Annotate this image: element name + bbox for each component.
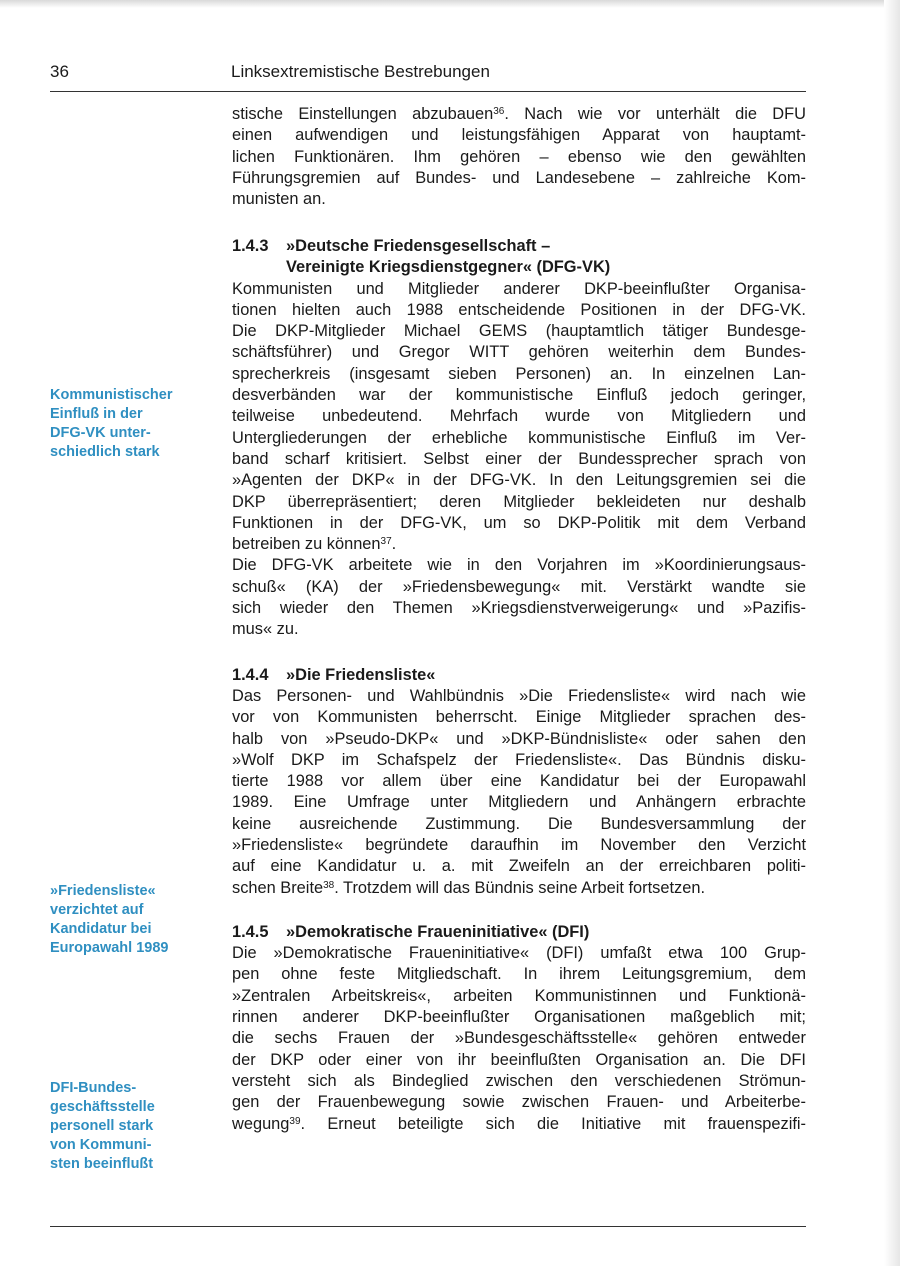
text-line: lichen Funktionären. Ihm gehören – ebenso wie den gewählten: [232, 147, 806, 166]
text-line: der DKP oder einer von ihr beeinflußten Organisation an. Die DFI: [232, 1050, 806, 1069]
text-line: schen Breite$^{38}$. Trotzdem will das Bündnis seine Arbeit fortsetzen.: [232, 878, 706, 897]
text-line: sich wieder den Themen »Kriegsdienstverweigerung« und »Pazifis-: [232, 599, 806, 618]
margin-note-line: Einfluß in der: [50, 406, 143, 422]
section-heading-1-4-5: [232, 922, 806, 943]
text-line: 1989. Eine Umfrage unter Mitgliedern und Anhängern erbrachte: [232, 793, 806, 812]
footer-rule: [50, 1226, 806, 1227]
text-line: »Zentralen Arbeitskreis«, arbeiten Kommunistinnen und Funktionä-: [232, 986, 806, 1005]
text-line: schuß« (KA) der »Friedensbewegung« mit. Verstärkt wandte sie: [232, 577, 806, 596]
text-line: schäftsführer) und Gregor WITT gehören weiterhin dem Bundes-: [232, 343, 806, 362]
text-line: halb von »Pseudo-DKP« und »DKP-Bündnisliste« oder sahen den: [232, 729, 806, 748]
section-title: »Deutsche Friedensgesellschaft –: [286, 236, 551, 255]
text-line: versteht sich als Bindeglied zwischen den verschiedenen Strömun-: [232, 1071, 806, 1090]
margin-note-line: Kandidatur bei: [50, 921, 152, 937]
text-line: »Agenten der DKP« in der DFG-VK. In den Leitungsgremien sei die: [232, 471, 806, 490]
text-line: sprecherkreis (insgesamt sieben Personen) an. In einzelnen Lan-: [232, 364, 806, 383]
text-line: rinnen anderer DKP-beeinflußter Organisationen maßgeblich mit;: [232, 1008, 806, 1027]
text-line: wegung$^{39}$. Erneut beteiligte sich die Initiative mit frauenspezifi-: [232, 1114, 806, 1133]
page-number: 36: [50, 62, 69, 81]
running-title: Linksextremistische Bestrebungen: [231, 62, 490, 81]
section-number: 1.4.3: [232, 236, 269, 255]
text-line: pen ohne feste Mitgliedschaft. In ihrem Leitungsgremium, dem: [232, 965, 806, 984]
margin-note-line: von Kommuni-: [50, 1137, 152, 1153]
section-gap: [232, 641, 806, 665]
margin-note-line: Kommunistischer: [50, 387, 173, 403]
footnote-ref: 38: [323, 879, 335, 891]
section-gap: [232, 210, 806, 232]
margin-note-line: personell stark: [50, 1118, 154, 1134]
text-line: auf eine Kandidatur u. a. mit Zweifeln an der erreichbaren politi-: [232, 857, 806, 876]
margin-note-line: »Friedensliste«: [50, 883, 156, 899]
text-line: Funktionen in der DFG-VK, um so DKP-Politik mit dem Verband: [232, 513, 806, 532]
text-line: Die DKP-Mitglieder Michael GEMS (hauptamtlich tätiger Bundesge-: [232, 322, 806, 341]
text-line: mus« zu.: [232, 620, 299, 639]
text-line: »Wolf DKP im Schafspelz der Friedensliste«. Das Bündnis disku-: [232, 750, 806, 769]
section-heading-1-4-3-cont: [232, 257, 806, 278]
text-line: munisten an.: [232, 190, 326, 209]
text-line: Untergliederungen der erhebliche kommunistische Einfluß im Ver-: [232, 428, 806, 447]
text-line: stische Einstellungen abzubauen$^{36}$. Nach wie vor unterhält die DFU: [232, 105, 806, 123]
text-line: Die DFG-VK arbeitete wie in den Vorjahren im »Koordinierungsaus-: [232, 556, 806, 575]
text-line: desverbänden war der kommunistische Einfluß jedoch geringer,: [232, 386, 806, 405]
margin-note-line: verzichtet auf: [50, 902, 144, 918]
section-number: 1.4.4: [232, 665, 269, 684]
text-line: Das Personen- und Wahlbündnis »Die Friedensliste« wird nach wie: [232, 686, 806, 705]
section-heading-1-4-3: [232, 236, 806, 257]
section-heading-1-4-4: [232, 665, 806, 686]
margin-note-line: schiedlich stark: [50, 444, 160, 460]
header-rule: [50, 91, 806, 92]
margin-note-line: DFI-Bundes-: [50, 1080, 137, 1096]
text-line: die sechs Frauen der »Bundesgeschäftsstelle« gehören entweder: [232, 1029, 806, 1048]
text-line: gen der Frauenbewegung sowie zwischen Frauen- und Arbeiterbe-: [232, 1093, 806, 1112]
scan-top-shadow: [0, 0, 900, 8]
text-line: Kommunisten und Mitglieder anderer DKP-beeinflußter Organisa-: [232, 279, 806, 298]
text-line: Führungsgremien auf Bundes- und Landesebene – zahlreiche Kom-: [232, 168, 806, 187]
section-gap: [232, 899, 806, 922]
margin-note-line: Europawahl 1989: [50, 940, 169, 956]
margin-note-friedensliste: [50, 882, 210, 958]
text-line: »Friedensliste« begründete daraufhin im November den Verzicht: [232, 836, 806, 854]
text-line: DKP überrepräsentiert; deren Mitglieder bekleideten nur deshalb: [232, 492, 806, 511]
text-line: einen aufwendigen und leistungsfähigen Apparat von hauptamt-: [232, 126, 806, 145]
scan-page-edge: [884, 0, 900, 1266]
page-header: [50, 62, 806, 88]
section-title: Vereinigte Kriegsdienstgegner« (DFG-VK): [286, 258, 611, 277]
text-line: teilweise unbedeutend. Mehrfach wurde von Mitgliedern und: [232, 407, 806, 426]
text-line: keine ausreichende Zustimmung. Die Bundesversammlung der: [232, 814, 806, 833]
section-title: »Die Friedensliste«: [286, 665, 436, 684]
margin-note-dfi: [50, 1079, 210, 1174]
section-number: 1.4.5: [232, 922, 269, 941]
margin-note-line: DFG-VK unter-: [50, 425, 151, 441]
margin-note-dfg-vk: [50, 386, 210, 462]
text-line: tionen hielten auch 1988 entscheidende Positionen in der DFG-VK.: [232, 300, 806, 319]
footnote-ref: 36: [493, 106, 505, 117]
margin-note-line: geschäftsstelle: [50, 1099, 155, 1115]
text-line: betreiben zu können$^{37}$.: [232, 535, 397, 554]
margin-note-line: sten beeinflußt: [50, 1156, 154, 1172]
text-line: vor von Kommunisten beherrscht. Einige Mitglieder sprachen des-: [232, 708, 806, 727]
text-line: tierte 1988 vor allem über eine Kandidatur bei der Europawahl: [232, 772, 806, 791]
main-text-column: [232, 104, 806, 1135]
text-line: Die »Demokratische Fraueninitiative« (DFI) umfaßt etwa 100 Grup-: [232, 944, 806, 963]
section-title: »Demokratische Fraueninitiative« (DFI): [286, 922, 590, 941]
footnote-ref: 37: [380, 536, 392, 548]
footnote-ref: 39: [289, 1115, 301, 1127]
text-line: band scharf kritisiert. Selbst einer der Bundessprecher sprach von: [232, 449, 806, 468]
